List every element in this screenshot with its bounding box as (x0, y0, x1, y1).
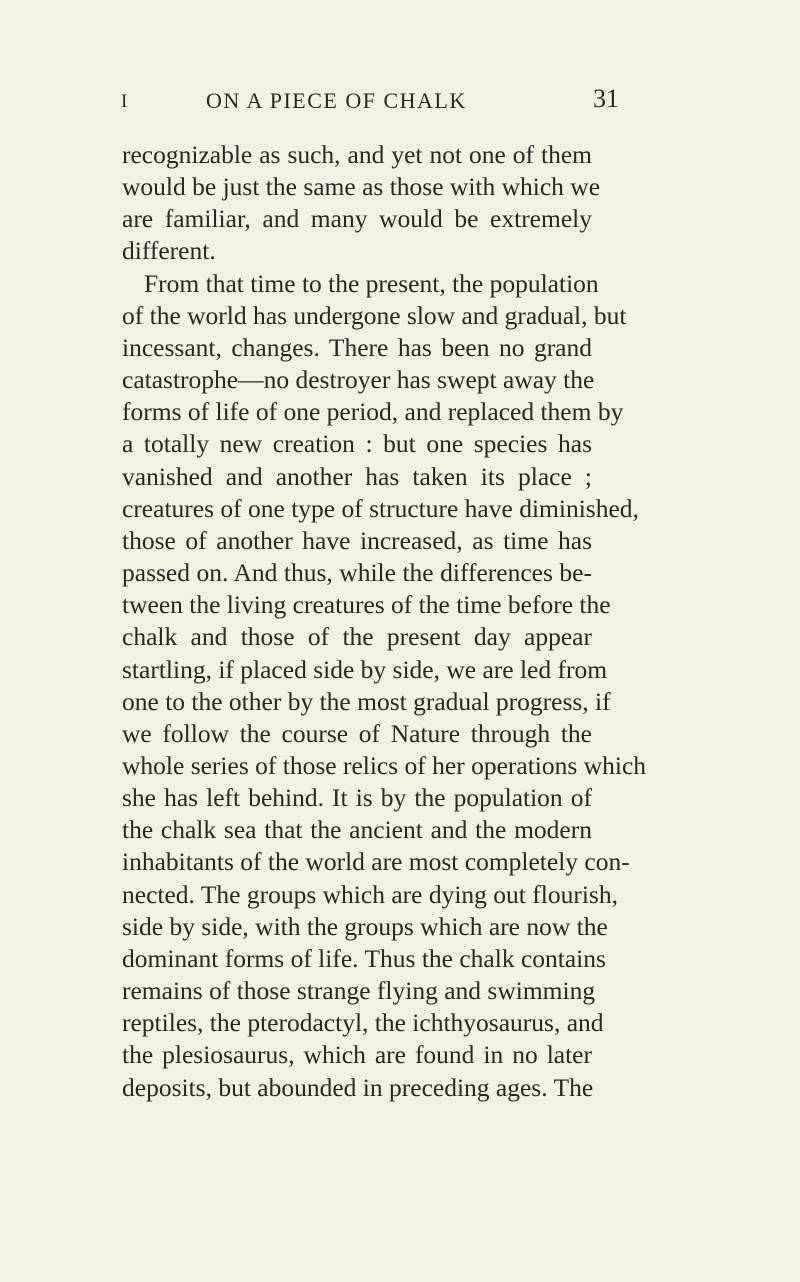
text-line: inhabitants of the world are most completely con- (122, 847, 630, 877)
text-line: startling, if placed side by side, we are led from (122, 654, 608, 684)
text-line: dominant forms of life. Thus the chalk contains (122, 943, 606, 973)
chapter-number: I (121, 91, 128, 112)
paragraph (122, 139, 601, 268)
text-line: incessant, changes. There has been no grand (122, 332, 592, 362)
text-line: different. (122, 236, 216, 266)
text-line: vanished and another has taken its place ; (122, 461, 592, 491)
text-line: passed on. And thus, while the differences be- (122, 558, 592, 588)
text-line: a totally new creation : but one species has (122, 429, 592, 459)
text-line: of the world has undergone slow and gradual, but (122, 300, 627, 330)
text-line: those of another have increased, as time has (122, 525, 592, 555)
text-line: chalk and those of the present day appear (122, 622, 592, 652)
text-line: the plesiosaurus, which are found in no later (122, 1040, 592, 1070)
text-line: catastrophe—no destroyer has swept away the (122, 365, 595, 395)
text-line: we follow the course of Nature through the (122, 718, 592, 748)
text-line: the chalk sea that the ancient and the modern (122, 815, 592, 845)
text-line: whole series of those relics of her operations which (122, 750, 647, 780)
text-line: deposits, but abounded in preceding ages. The (122, 1072, 594, 1102)
text-line: nected. The groups which are dying out flourish, (122, 879, 618, 909)
text-line: she has left behind. It is by the population of (122, 783, 592, 813)
text-line: From that time to the present, the population (144, 268, 599, 298)
text-line: would be just the same as those with which we (122, 172, 601, 202)
text-line: forms of life of one period, and replaced them by (122, 397, 624, 427)
text-line: recognizable as such, and yet not one of them (122, 140, 592, 169)
running-head-title: ON A PIECE OF CHALK (206, 88, 467, 113)
text-line: reptiles, the pterodactyl, the ichthyosaurus, and (122, 1008, 604, 1038)
text-line: one to the other by the most gradual progress, if (122, 686, 611, 716)
text-line: remains of those strange flying and swimming (122, 976, 596, 1006)
text-line: creatures of one type of structure have diminished, (122, 493, 639, 523)
page-number: 31 (593, 84, 619, 113)
text-line: tween the living creatures of the time before the (122, 590, 611, 620)
body-text (122, 139, 647, 1104)
text-line: side by side, with the groups which are now the (122, 911, 608, 941)
text-line: are familiar, and many would be extremely (122, 204, 592, 234)
paragraph (122, 268, 647, 1104)
